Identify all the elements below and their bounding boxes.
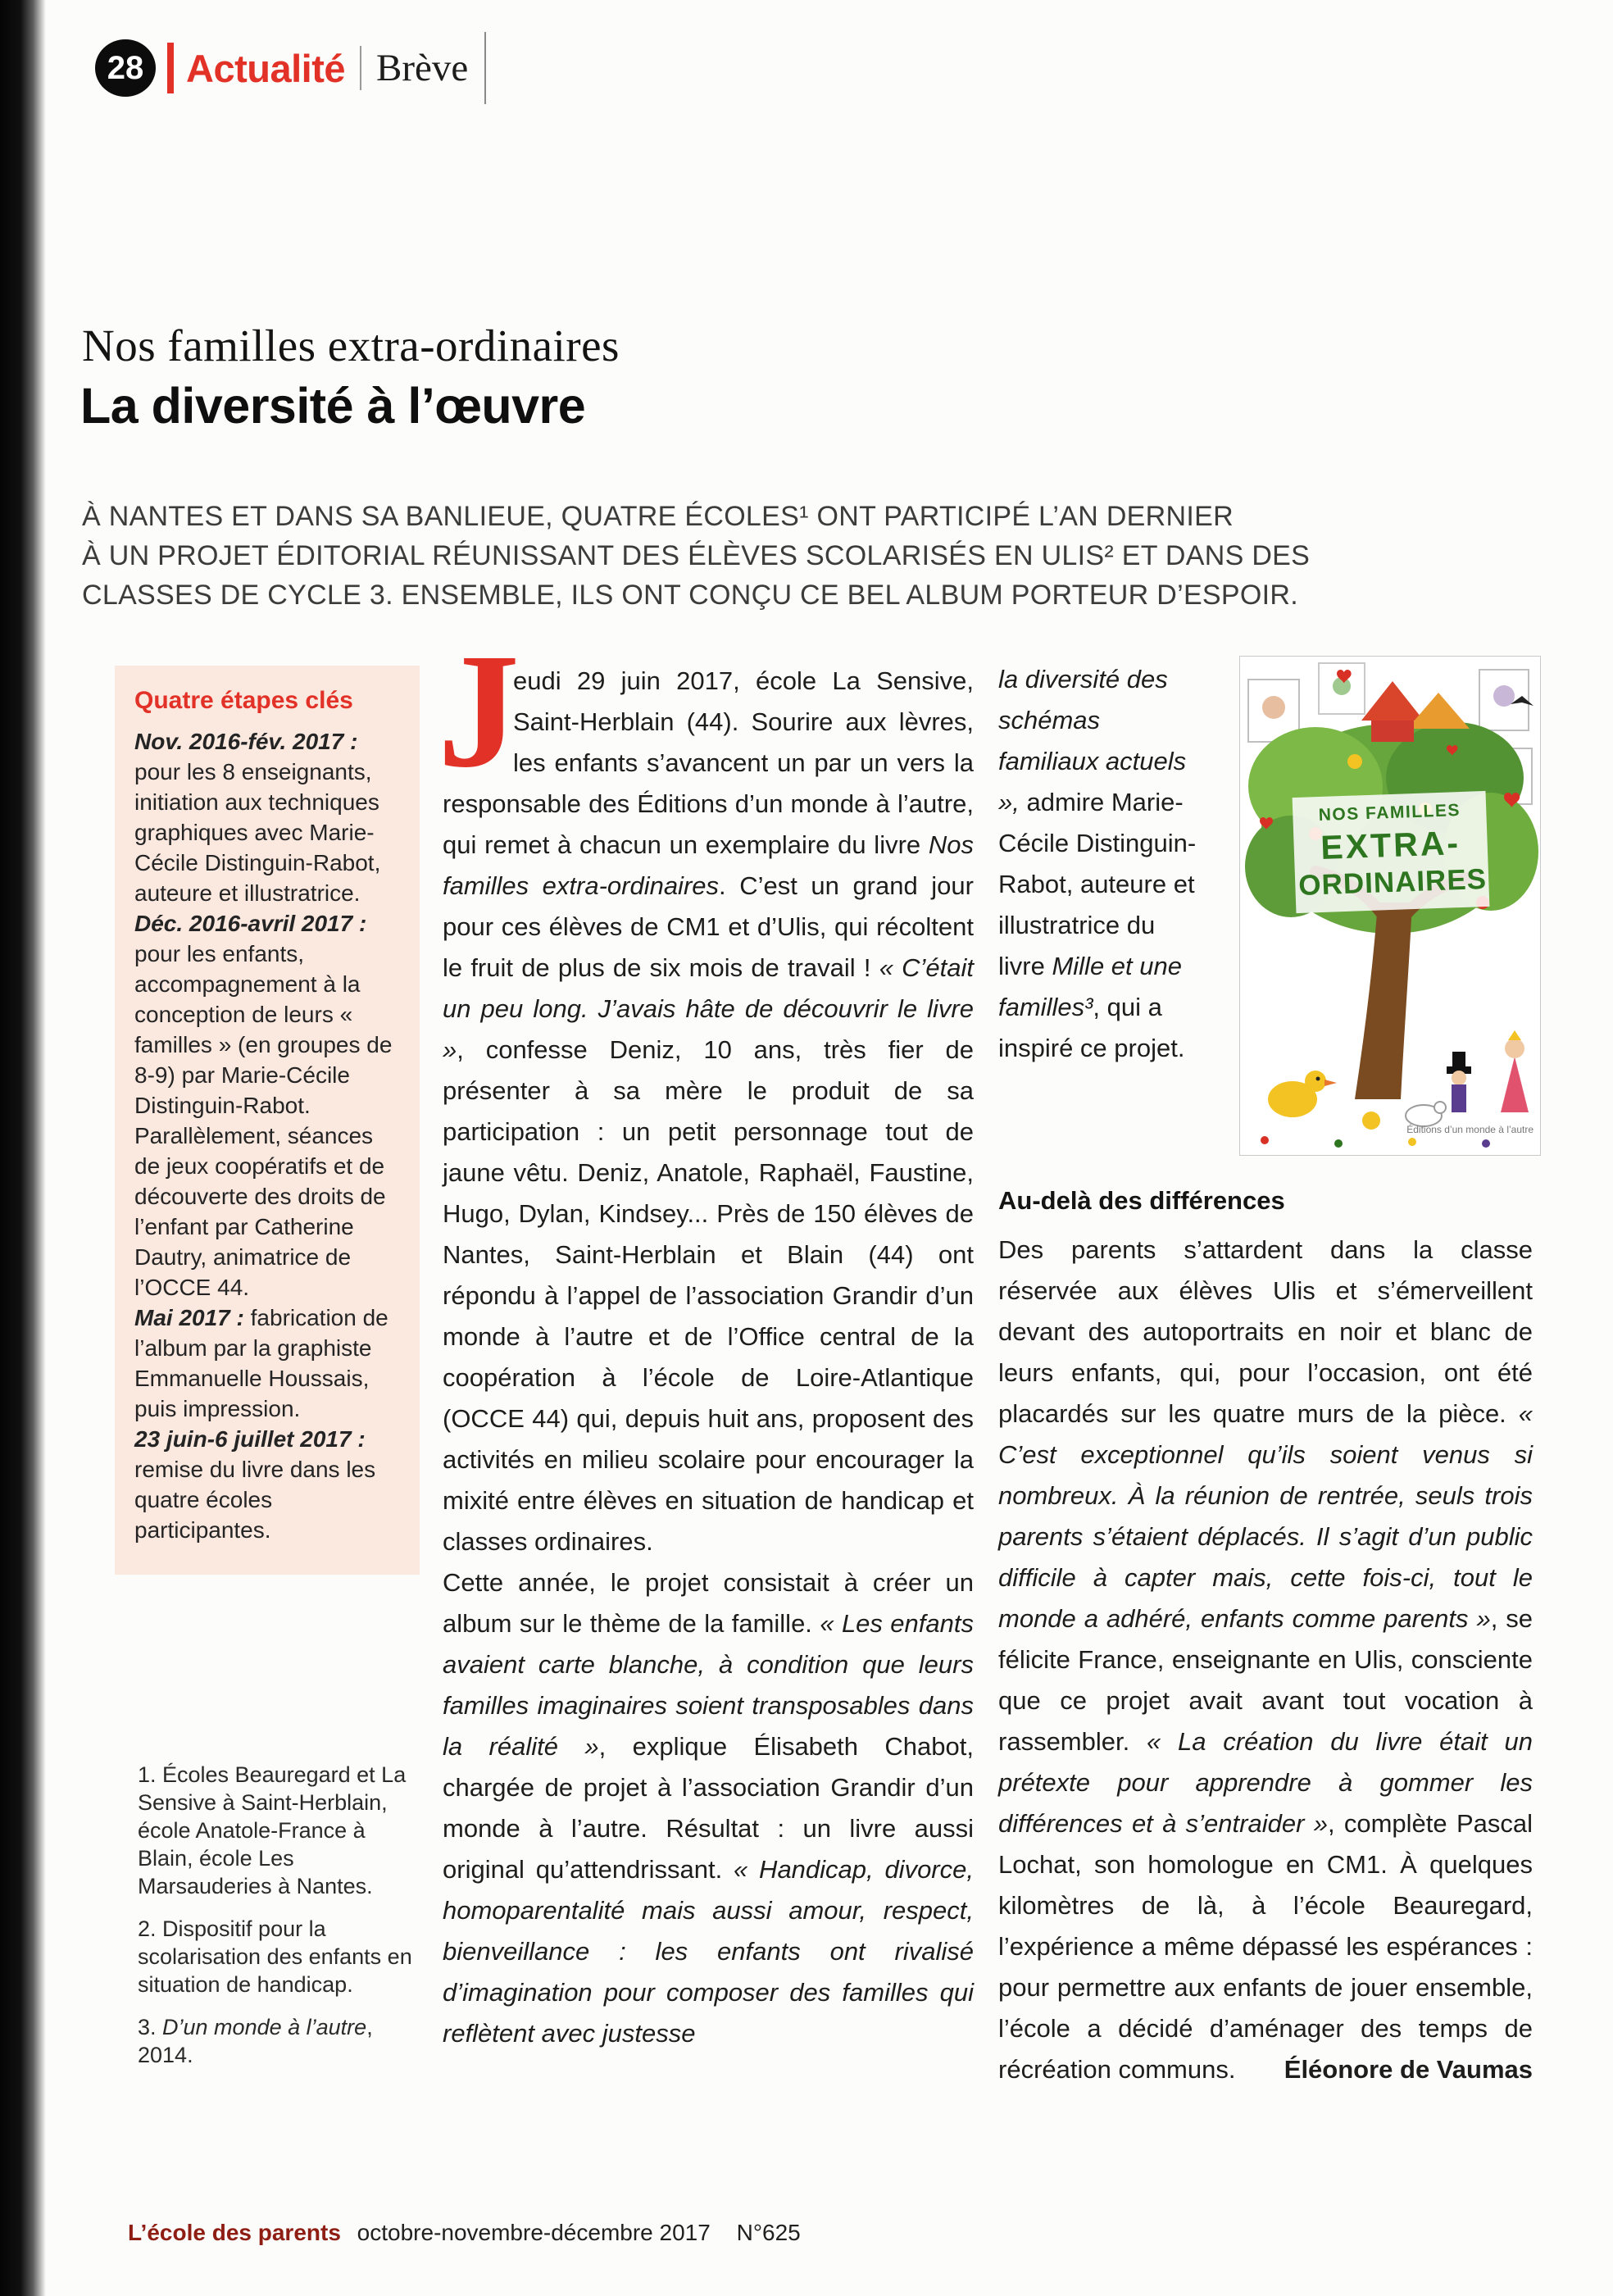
text-segment-italic: Nos familles extra-ordinaires: [443, 830, 974, 900]
key-steps-title: Quatre étapes clés: [134, 687, 353, 714]
text-segment: Cette année, le projet consistait à créer un album sur le thème de la famille.: [443, 1568, 974, 1638]
headline-kicker: Nos familles extra-ordinaires: [82, 321, 620, 371]
byline: Éléonore de Vaumas: [1284, 2055, 1533, 2084]
header-divider: [360, 46, 361, 90]
text-segment: . C’est un grand jour pour ces élèves de CM1 et d’Ulis, qui récoltent le fruit de plus de six mois de travail !: [443, 871, 974, 982]
drop-cap-letter: J: [438, 621, 520, 802]
text-segment: , confesse Deniz, 10 ans, très fier de présenter à sa mère le produit de sa participation : un petit personnage tout de jaune vêtu. Deniz, Anatole, Raphaël, Faustine, Hugo, Dylan, Kindsey... Près de 150 élèves de Nantes, Saint-Herblain et Blain (44) ont répondu à l’appel de l’association Grandir d’un monde à l’autre et de l’Office central de la coopération à l’école de Loire-Atlantique (OCCE 44) qui, depuis huit ans, proposent des activités en milieu scolaire pour encourager la mixité entre élèves en situation de handicap et classes ordinaires.: [443, 1035, 974, 1556]
article-column-main: [438, 621, 975, 2054]
text-segment: , complète Pascal Lochat, son homologue en CM1. À quelques kilomètres de là, à l’école Beauregard, l’expérience a même dépassé les espérances : pour permettre aux enfants de jouer ensemble, l’école a décidé d’aménager des temps de récréation communs.: [998, 1809, 1533, 2084]
key-steps-box: [115, 666, 420, 1575]
page-number-badge: [95, 39, 156, 97]
standfirst-line: À UN PROJET ÉDITORIAL RÉUNISSANT DES ÉLÈVES SCOLARISÉS EN ULIS² ET DANS DES: [82, 540, 1311, 571]
text-segment: , qui a inspiré ce projet.: [998, 993, 1185, 1062]
text-segment-italic: « La création du livre était un prétexte pour apprendre à gommer les différences et à s’entraider »: [998, 1727, 1533, 1838]
key-step-text: fabrication de l’album par la graphiste Emmanuelle Houssais, puis impression.: [134, 1305, 388, 1421]
key-step: [134, 1303, 402, 1424]
key-step-date: Nov. 2016-fév. 2017 :: [134, 729, 358, 754]
footnote: 1. Écoles Beauregard et La Sensive à Saint-Herblain, école Anatole-France à Blain, école Les Marsauderies à Nantes.: [138, 1762, 407, 1898]
key-step-date: Mai 2017 :: [134, 1305, 251, 1330]
section-label: Actualité: [186, 46, 345, 90]
key-step-text: pour les enfants, accompagnement à la conception de leurs « familles » (en groupes de 8-9) par Marie-Cécile Distinguin-Rabot. Parallèlement, séances de jeux coopératifs et de découverte des droits de l’enfant par Catherine Dautry, animatrice de l’OCCE 44.: [134, 941, 393, 1300]
text-segment: , explique Élisabeth Chabot, chargée de projet à l’association Grandir d’un monde à l’autre. Résultat : un livre aussi original qu’attendrissant.: [443, 1732, 974, 1884]
key-step: [134, 1424, 402, 1545]
text-segment-italic: Mille et une familles³: [998, 952, 1182, 1021]
page-footer: [128, 2220, 801, 2246]
key-step-text: pour les 8 enseignants, initiation aux techniques graphiques avec Marie-Cécile Distinguin-Rabot, auteure et illustratrice.: [134, 759, 381, 906]
book-cover-title-line: NOS FAMILLES: [1318, 801, 1461, 825]
scan-edge: [0, 0, 46, 2296]
footnote-title: D’un monde à l’autre: [162, 2015, 367, 2039]
book-cover-title-line: EXTRA-: [1320, 824, 1461, 867]
accent-bar: [167, 43, 174, 93]
standfirst-line: CLASSES DE CYCLE 3. ENSEMBLE, ILS ONT CONÇU CE BEL ALBUM PORTEUR D’ESPOIR.: [82, 580, 1298, 611]
page-header: [95, 36, 486, 100]
book-cover: [1239, 656, 1541, 1156]
footnote: 2. Dispositif pour la scolarisation des enfants en situation de handicap.: [138, 1916, 412, 1997]
paragraph: [998, 1230, 1533, 2090]
text-segment: eudi 29 juin 2017, école La Sensive, Saint-Herblain (44). Sourire aux lèvres, les enfants s’avancent un par un vers la responsable des Éditions d’un monde à l’autre, qui remet à chacun un exemplaire du livre: [443, 666, 974, 859]
section-subhead: Au-delà des différences: [998, 1186, 1285, 1215]
footnote: [138, 2013, 420, 2069]
footer-issue-date: octobre-novembre-décembre 2017: [357, 2220, 711, 2245]
text-segment-italic: « Les enfants avaient carte blanche, à condition que leurs familles imaginaires soient transposables dans la réalité »: [443, 1609, 975, 1761]
text-segment-italic: la diversité des schémas familiaux actuels »,: [998, 665, 1187, 816]
text-segment: Des parents s’attardent dans la classe réservée aux élèves Ulis et s’émerveillent devant des autoportraits en noir et blanc de leurs enfants, qui, pour l’occasion, ont été placardés sur les quatre murs de la pièce.: [998, 1235, 1533, 1428]
footnotes: [138, 1761, 420, 2084]
text-segment-italic: « Handicap, divorce, homoparentalité mais aussi amour, respect, bienveillance : les enfants ont rivalisé d’imagination pour composer des familles qui reflètent avec justesse: [443, 1855, 974, 2048]
standfirst-line: À NANTES ET DANS SA BANLIEUE, QUATRE ÉCOLES¹ ONT PARTICIPÉ L’AN DERNIER: [82, 501, 1234, 532]
key-step: [134, 726, 402, 908]
text-segment: , se félicite France, enseignante en Ulis, consciente que ce projet avait avant tout vocation à rassembler.: [998, 1604, 1533, 1756]
paragraph: [998, 659, 1200, 1069]
headline-title: La diversité à l’œuvre: [80, 378, 586, 434]
text-segment: admire Marie-Cécile Distinguin-Rabot, auteure et illustratrice du livre: [998, 788, 1197, 980]
standfirst: [82, 497, 1310, 615]
footnote-suffix: , 2014.: [138, 2015, 373, 2067]
subsection-label: Brève: [376, 47, 469, 89]
key-step-date: Déc. 2016-avril 2017 :: [134, 911, 367, 936]
paragraph: [438, 621, 974, 1562]
book-cover-title: [1293, 791, 1490, 914]
footer-magazine-name: L’école des parents: [128, 2220, 341, 2245]
book-cover-title-line: ORDINAIRES: [1297, 863, 1488, 902]
header-divider: [484, 32, 486, 104]
paragraph-text: [998, 1230, 1533, 2090]
key-step-date: 23 juin-6 juillet 2017 :: [134, 1426, 366, 1452]
text-segment-italic: « C’est exceptionnel qu’ils soient venus si nombreux. À la réunion de rentrée, seuls trois parents s’étaient déplacés. Il s’agit d’un public difficile à capter mais, cette fois-ci, tout le monde a adhéré, enfants comme parents »: [998, 1399, 1533, 1633]
footnote-prefix: 3.: [138, 2015, 163, 2039]
key-step: [134, 908, 402, 1303]
drop-cap: [438, 621, 520, 802]
paragraph: [443, 1562, 974, 2054]
key-step-text: remise du livre dans les quatre écoles participantes.: [134, 1457, 376, 1543]
page-number: 28: [107, 49, 144, 86]
footer-issue-number: N°625: [736, 2220, 801, 2245]
book-cover-publisher: Éditions d’un monde à l’autre: [1406, 1124, 1533, 1135]
text-segment-italic: « C’était un peu long. J’avais hâte de découvrir le livre »: [443, 953, 974, 1064]
